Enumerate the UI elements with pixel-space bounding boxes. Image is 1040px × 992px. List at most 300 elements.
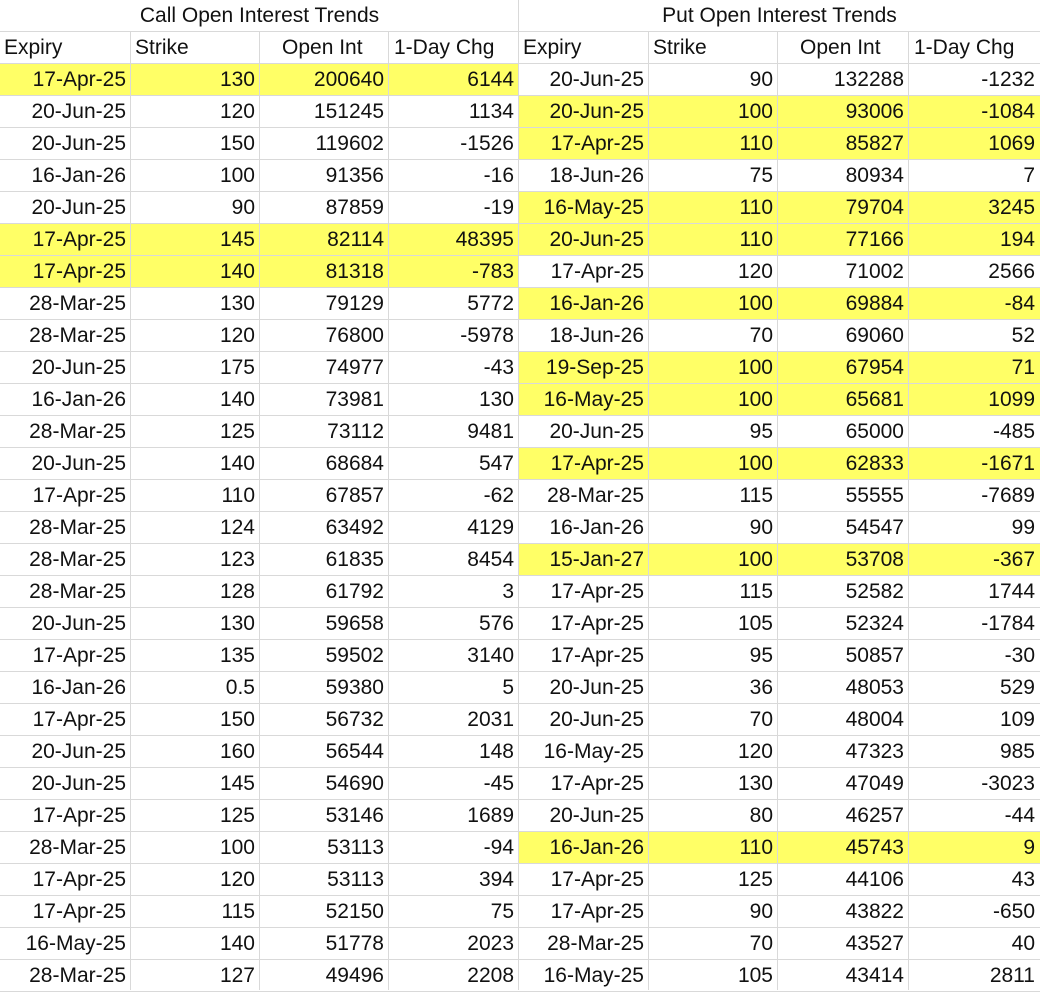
put-day-chg-cell[interactable]: -1232	[981, 68, 1035, 91]
put-expiry-cell[interactable]: 16-May-25	[519, 384, 649, 416]
call-open-int-cell[interactable]: 151245	[313, 100, 384, 123]
call-strike-cell[interactable]: 110	[221, 484, 255, 507]
put-strike-header[interactable]: Strike	[653, 36, 707, 59]
table-row	[0, 864, 1040, 896]
put-open-int-cell[interactable]: 45743	[778, 832, 909, 864]
call-strike-cell[interactable]: 128	[219, 580, 255, 603]
call-open-int-cell[interactable]: 73981	[325, 388, 384, 411]
call-strike-cell[interactable]: 145	[219, 772, 255, 795]
call-open-int-cell[interactable]: 119602	[315, 132, 384, 155]
put-day-chg-cell[interactable]: -1671	[909, 448, 1040, 480]
call-strike-cell[interactable]: 120	[219, 100, 255, 123]
call-strike-cell[interactable]: 140	[219, 932, 255, 955]
put-expiry-cell[interactable]: 20-Jun-25	[549, 804, 644, 827]
put-day-chg-cell[interactable]: 1744	[988, 580, 1035, 603]
call-open-int-cell[interactable]: 81318	[260, 256, 389, 288]
put-open-int-cell[interactable]: 50857	[845, 644, 904, 667]
grid-line-horizontal	[0, 191, 1040, 192]
put-open-int-cell[interactable]: 52324	[845, 612, 904, 635]
call-open-int-cell[interactable]: 76800	[325, 324, 384, 347]
call-strike-cell[interactable]: 150	[219, 708, 255, 731]
grid-line-horizontal	[0, 703, 1040, 704]
call-strike-cell[interactable]: 0.5	[225, 676, 255, 699]
put-open-int-cell[interactable]: 48004	[845, 708, 904, 731]
put-expiry-cell[interactable]: 17-Apr-25	[550, 868, 644, 891]
put-strike-cell[interactable]: 95	[749, 644, 773, 667]
call-day-chg-cell[interactable]: 1689	[467, 804, 514, 827]
call-open-int-cell[interactable]: 61835	[325, 548, 384, 571]
call-day-chg-cell[interactable]: 394	[478, 868, 514, 891]
put-day-chg-cell[interactable]: 40	[1011, 932, 1035, 955]
call-day-chg-cell[interactable]: -19	[483, 196, 514, 219]
call-strike-cell[interactable]: 125	[219, 804, 255, 827]
call-expiry-cell[interactable]: 16-Jan-26	[31, 676, 126, 699]
table-row	[0, 928, 1040, 960]
table-row	[0, 576, 1040, 608]
call-open-int-cell[interactable]: 56544	[325, 740, 384, 763]
call-strike-cell[interactable]: 125	[219, 420, 255, 443]
call-day-chg-cell[interactable]: -94	[483, 836, 514, 859]
call-strike-cell[interactable]: 115	[221, 900, 255, 923]
call-expiry-cell[interactable]: 20-Jun-25	[31, 356, 126, 379]
call-expiry-cell[interactable]: 28-Mar-25	[29, 964, 126, 987]
put-day-chg-cell[interactable]: 985	[999, 740, 1035, 763]
call-day-chg-cell[interactable]: 130	[478, 388, 514, 411]
put-day-chg-cell[interactable]: 7	[1023, 164, 1035, 187]
call-day-chg-cell[interactable]: 576	[478, 612, 514, 635]
call-day-chg-cell[interactable]: -62	[483, 484, 514, 507]
call-strike-cell[interactable]: 123	[219, 548, 255, 571]
call-strike-cell[interactable]: 100	[219, 836, 255, 859]
put-strike-cell[interactable]: 130	[737, 772, 773, 795]
put-strike-cell[interactable]: 95	[749, 420, 773, 443]
put-open-int-cell[interactable]: 65681	[778, 384, 909, 416]
table-row	[0, 640, 1040, 672]
put-day-chg-cell[interactable]: 52	[1011, 324, 1035, 347]
put-expiry-cell[interactable]: 16-May-25	[543, 964, 644, 987]
put-day-chg-cell[interactable]: -3023	[981, 772, 1035, 795]
call-expiry-cell[interactable]: 17-Apr-25	[32, 484, 126, 507]
put-open-int-header[interactable]: Open Int	[800, 36, 881, 59]
call-open-int-cell[interactable]: 200640	[260, 64, 389, 96]
call-expiry-cell[interactable]: 17-Apr-25	[0, 64, 131, 96]
call-open-int-cell[interactable]: 61792	[325, 580, 384, 603]
call-open-int-cell[interactable]: 59380	[325, 676, 384, 699]
put-expiry-header[interactable]: Expiry	[523, 36, 582, 59]
put-expiry-cell[interactable]: 16-Jan-26	[519, 832, 649, 864]
call-expiry-cell[interactable]: 20-Jun-25	[31, 100, 126, 123]
put-expiry-cell[interactable]: 17-Apr-25	[550, 260, 644, 283]
call-day-chg-cell[interactable]: -45	[483, 772, 514, 795]
put-open-int-cell[interactable]: 47323	[845, 740, 904, 763]
put-open-int-cell[interactable]: 79704	[778, 192, 909, 224]
put-expiry-cell[interactable]: 17-Apr-25	[550, 644, 644, 667]
grid-line-horizontal	[0, 95, 1040, 96]
table-row	[0, 256, 1040, 288]
put-strike-cell[interactable]: 105	[737, 964, 773, 987]
put-strike-cell[interactable]: 110	[649, 224, 778, 256]
table-row	[0, 736, 1040, 768]
put-open-int-cell[interactable]: 67954	[778, 352, 909, 384]
grid-line-horizontal	[0, 287, 1040, 288]
call-open-int-cell[interactable]: 91356	[325, 164, 384, 187]
put-day-chg-cell[interactable]: -485	[992, 420, 1035, 443]
call-expiry-cell[interactable]: 20-Jun-25	[31, 196, 126, 219]
call-open-int-header[interactable]: Open Int	[282, 36, 363, 59]
grid-line-vertical	[518, 0, 519, 990]
put-strike-cell[interactable]: 105	[737, 612, 773, 635]
call-strike-cell[interactable]: 145	[131, 224, 260, 256]
call-expiry-cell[interactable]: 20-Jun-25	[31, 452, 126, 475]
call-day-chg-cell[interactable]: -5978	[460, 324, 514, 347]
put-strike-cell[interactable]: 100	[649, 96, 778, 128]
table-row	[0, 832, 1040, 864]
call-strike-header[interactable]: Strike	[135, 36, 189, 59]
put-open-int-cell[interactable]: 132288	[833, 68, 904, 91]
call-strike-cell[interactable]: 140	[219, 388, 255, 411]
put-expiry-cell[interactable]: 17-Apr-25	[519, 128, 649, 160]
put-open-int-cell[interactable]: 71002	[845, 260, 904, 283]
table-row	[0, 160, 1040, 192]
call-strike-cell[interactable]: 130	[131, 64, 260, 96]
grid-line-horizontal	[0, 767, 1040, 768]
put-open-int-cell[interactable]: 69060	[845, 324, 904, 347]
put-open-int-cell[interactable]: 93006	[778, 96, 909, 128]
put-strike-cell[interactable]: 110	[649, 192, 778, 224]
table-row	[0, 480, 1040, 512]
table-row	[0, 768, 1040, 800]
put-day-chg-cell[interactable]: -44	[1004, 804, 1035, 827]
put-strike-cell[interactable]: 110	[649, 128, 778, 160]
call-strike-cell[interactable]: 124	[219, 516, 255, 539]
call-expiry-cell[interactable]: 28-Mar-25	[29, 580, 126, 603]
put-strike-cell[interactable]: 80	[749, 804, 773, 827]
call-expiry-cell[interactable]: 17-Apr-25	[0, 256, 131, 288]
put-strike-cell[interactable]: 36	[749, 676, 773, 699]
call-open-int-cell[interactable]: 54690	[325, 772, 384, 795]
call-day-chg-cell[interactable]: -783	[389, 256, 519, 288]
call-day-chg-cell[interactable]: 9481	[467, 420, 514, 443]
grid-line-horizontal	[0, 895, 1040, 896]
call-expiry-cell[interactable]: 17-Apr-25	[32, 708, 126, 731]
call-expiry-cell[interactable]: 17-Apr-25	[0, 224, 131, 256]
put-strike-cell[interactable]: 100	[649, 352, 778, 384]
put-expiry-cell[interactable]: 17-Apr-25	[550, 772, 644, 795]
put-strike-cell[interactable]: 75	[749, 164, 773, 187]
put-open-int-cell[interactable]: 43414	[845, 964, 904, 987]
call-strike-cell[interactable]: 140	[131, 256, 260, 288]
put-open-int-cell[interactable]: 52582	[845, 580, 904, 603]
put-strike-cell[interactable]: 70	[749, 932, 773, 955]
call-oi-title[interactable]: Call Open Interest Trends	[139, 4, 380, 27]
call-open-int-cell[interactable]: 51778	[325, 932, 384, 955]
call-expiry-cell[interactable]: 20-Jun-25	[31, 612, 126, 635]
put-expiry-cell[interactable]: 20-Jun-25	[519, 224, 649, 256]
put-strike-cell[interactable]: 115	[739, 580, 773, 603]
put-open-int-cell[interactable]: 46257	[845, 804, 904, 827]
grid-line-horizontal	[0, 575, 1040, 576]
put-expiry-cell[interactable]: 19-Sep-25	[519, 352, 649, 384]
put-expiry-cell[interactable]: 20-Jun-25	[519, 96, 649, 128]
call-strike-cell[interactable]: 130	[219, 292, 255, 315]
call-expiry-cell[interactable]: 28-Mar-25	[29, 516, 126, 539]
put-strike-cell[interactable]: 70	[749, 324, 773, 347]
put-strike-cell[interactable]: 100	[649, 384, 778, 416]
put-strike-cell[interactable]: 100	[649, 448, 778, 480]
table-row	[0, 64, 1040, 96]
call-day-chg-cell[interactable]: 547	[478, 452, 514, 475]
put-day-chg-cell[interactable]: 2811	[989, 964, 1035, 987]
put-day-chg-cell[interactable]: -1084	[909, 96, 1040, 128]
title-row	[0, 0, 1040, 32]
grid-line-horizontal	[0, 31, 1040, 32]
call-expiry-cell[interactable]: 17-Apr-25	[32, 644, 126, 667]
put-day-chg-cell[interactable]: -30	[1004, 644, 1035, 667]
put-open-int-cell[interactable]: 43527	[845, 932, 904, 955]
put-expiry-cell[interactable]: 20-Jun-25	[549, 420, 644, 443]
call-open-int-cell[interactable]: 53146	[325, 804, 384, 827]
table-row	[0, 704, 1040, 736]
put-strike-cell[interactable]: 115	[739, 484, 773, 507]
put-day-chg-cell[interactable]: 1099	[909, 384, 1040, 416]
table-row	[0, 384, 1040, 416]
table-row	[0, 896, 1040, 928]
call-day-chg-cell[interactable]: -43	[483, 356, 514, 379]
call-expiry-cell[interactable]: 16-May-25	[25, 932, 126, 955]
call-open-int-cell[interactable]: 59502	[325, 644, 384, 667]
put-open-int-cell[interactable]: 54547	[845, 516, 904, 539]
put-day-chg-cell[interactable]: -367	[909, 544, 1040, 576]
grid-line-horizontal	[0, 415, 1040, 416]
grid-line-horizontal	[0, 159, 1040, 160]
call-open-int-cell[interactable]: 79129	[325, 292, 384, 315]
call-day-chg-header[interactable]: 1-Day Chg	[394, 36, 495, 59]
table-row	[0, 512, 1040, 544]
table-row	[0, 128, 1040, 160]
put-open-int-cell[interactable]: 69884	[778, 288, 909, 320]
put-strike-cell[interactable]: 100	[649, 288, 778, 320]
put-expiry-cell[interactable]: 17-Apr-25	[550, 580, 644, 603]
put-strike-cell[interactable]: 90	[749, 516, 773, 539]
put-expiry-cell[interactable]: 17-Apr-25	[550, 900, 644, 923]
call-day-chg-cell[interactable]: 148	[478, 740, 514, 763]
grid-line-horizontal	[0, 511, 1040, 512]
put-open-int-cell[interactable]: 85827	[778, 128, 909, 160]
call-expiry-cell[interactable]: 16-Jan-26	[31, 164, 126, 187]
call-open-int-cell[interactable]: 49496	[325, 964, 384, 987]
put-open-int-cell[interactable]: 55555	[845, 484, 904, 507]
call-open-int-cell[interactable]: 63492	[325, 516, 384, 539]
put-expiry-cell[interactable]: 20-Jun-25	[549, 708, 644, 731]
call-expiry-header[interactable]: Expiry	[4, 36, 63, 59]
table-row	[0, 960, 1040, 992]
table-row	[0, 416, 1040, 448]
put-strike-cell[interactable]: 100	[649, 544, 778, 576]
put-day-chg-cell[interactable]: 109	[999, 708, 1035, 731]
put-day-chg-cell[interactable]: -1784	[981, 612, 1035, 635]
call-open-int-cell[interactable]: 53113	[327, 836, 384, 859]
grid-line-horizontal	[0, 543, 1040, 544]
table-row	[0, 352, 1040, 384]
call-day-chg-cell[interactable]: 4129	[467, 516, 514, 539]
put-day-chg-header[interactable]: 1-Day Chg	[914, 36, 1015, 59]
put-strike-cell[interactable]: 90	[749, 68, 773, 91]
call-strike-cell[interactable]: 160	[219, 740, 255, 763]
put-day-chg-cell[interactable]: 194	[909, 224, 1040, 256]
call-expiry-cell[interactable]: 28-Mar-25	[29, 420, 126, 443]
table-row	[0, 672, 1040, 704]
put-day-chg-cell[interactable]: -84	[909, 288, 1040, 320]
put-day-chg-cell[interactable]: 3245	[909, 192, 1040, 224]
call-open-int-cell[interactable]: 56732	[325, 708, 384, 731]
put-open-int-cell[interactable]: 44106	[845, 868, 904, 891]
grid-line-horizontal	[0, 863, 1040, 864]
call-day-chg-cell[interactable]: 5772	[467, 292, 514, 315]
call-expiry-cell[interactable]: 28-Mar-25	[29, 292, 126, 315]
call-day-chg-cell[interactable]: 1134	[468, 100, 514, 123]
call-expiry-cell[interactable]: 17-Apr-25	[32, 804, 126, 827]
call-expiry-cell[interactable]: 20-Jun-25	[31, 132, 126, 155]
call-day-chg-cell[interactable]: 2208	[467, 964, 514, 987]
table-row	[0, 96, 1040, 128]
call-open-int-cell[interactable]: 68684	[325, 452, 384, 475]
call-strike-cell[interactable]: 135	[219, 644, 255, 667]
put-open-int-cell[interactable]: 62833	[778, 448, 909, 480]
put-open-int-cell[interactable]: 77166	[778, 224, 909, 256]
put-day-chg-cell[interactable]: 99	[1011, 516, 1035, 539]
grid-line-horizontal	[0, 127, 1040, 128]
header-row	[0, 32, 1040, 64]
put-expiry-cell[interactable]: 16-Jan-26	[519, 288, 649, 320]
call-day-chg-cell[interactable]: 75	[490, 900, 514, 923]
call-day-chg-cell[interactable]: 3	[502, 580, 514, 603]
put-expiry-cell[interactable]: 18-Jun-26	[549, 324, 644, 347]
call-expiry-cell[interactable]: 17-Apr-25	[32, 900, 126, 923]
put-expiry-cell[interactable]: 15-Jan-27	[519, 544, 649, 576]
call-day-chg-cell[interactable]: 2031	[467, 708, 514, 731]
table-row	[0, 544, 1040, 576]
put-open-int-cell[interactable]: 80934	[845, 164, 904, 187]
table-row	[0, 192, 1040, 224]
grid-line-horizontal	[0, 799, 1040, 800]
grid-line-horizontal	[0, 639, 1040, 640]
put-day-chg-cell[interactable]: 71	[909, 352, 1040, 384]
call-open-int-cell[interactable]: 59658	[325, 612, 384, 635]
put-day-chg-cell[interactable]: 529	[999, 676, 1035, 699]
put-expiry-cell[interactable]: 20-Jun-25	[549, 676, 644, 699]
call-strike-cell[interactable]: 120	[219, 868, 255, 891]
call-open-int-cell[interactable]: 53113	[327, 868, 384, 891]
call-strike-cell[interactable]: 140	[219, 452, 255, 475]
grid-line-horizontal	[0, 831, 1040, 832]
put-open-int-cell[interactable]: 53708	[778, 544, 909, 576]
call-expiry-cell[interactable]: 28-Mar-25	[29, 324, 126, 347]
put-strike-cell[interactable]: 125	[737, 868, 773, 891]
put-expiry-cell[interactable]: 18-Jun-26	[549, 164, 644, 187]
call-day-chg-cell[interactable]: -1526	[460, 132, 514, 155]
call-open-int-cell[interactable]: 73112	[327, 420, 384, 443]
put-expiry-cell[interactable]: 20-Jun-25	[549, 68, 644, 91]
call-expiry-cell[interactable]: 20-Jun-25	[31, 772, 126, 795]
put-day-chg-cell[interactable]: -650	[992, 900, 1035, 923]
grid-line-horizontal	[0, 63, 1040, 64]
call-day-chg-cell[interactable]: 3140	[467, 644, 514, 667]
call-strike-cell[interactable]: 175	[219, 356, 255, 379]
put-expiry-cell[interactable]: 16-May-25	[543, 740, 644, 763]
put-expiry-cell[interactable]: 16-May-25	[519, 192, 649, 224]
put-expiry-cell[interactable]: 16-Jan-26	[549, 516, 644, 539]
call-open-int-cell[interactable]: 52150	[325, 900, 384, 923]
table-row	[0, 800, 1040, 832]
table-row	[0, 224, 1040, 256]
call-day-chg-cell[interactable]: 8454	[467, 548, 514, 571]
put-expiry-cell[interactable]: 28-Mar-25	[547, 932, 644, 955]
call-strike-cell[interactable]: 130	[219, 612, 255, 635]
put-strike-cell[interactable]: 110	[649, 832, 778, 864]
call-day-chg-cell[interactable]: 48395	[389, 224, 519, 256]
call-day-chg-cell[interactable]: -16	[483, 164, 514, 187]
table-row	[0, 608, 1040, 640]
put-open-int-cell[interactable]: 43822	[845, 900, 904, 923]
call-expiry-cell[interactable]: 17-Apr-25	[32, 868, 126, 891]
grid-line-horizontal	[0, 223, 1040, 224]
call-strike-cell[interactable]: 150	[219, 132, 255, 155]
grid-line-horizontal	[0, 927, 1040, 928]
call-strike-cell[interactable]: 90	[231, 196, 255, 219]
call-day-chg-cell[interactable]: 5	[502, 676, 514, 699]
grid-line-horizontal	[0, 607, 1040, 608]
grid-line-horizontal	[0, 959, 1040, 960]
call-expiry-cell[interactable]: 16-Jan-26	[31, 388, 126, 411]
put-day-chg-cell[interactable]: -7689	[981, 484, 1035, 507]
put-oi-title[interactable]: Put Open Interest Trends	[662, 4, 897, 27]
call-open-int-cell[interactable]: 74977	[325, 356, 384, 379]
call-expiry-cell[interactable]: 20-Jun-25	[31, 740, 126, 763]
grid-line-horizontal	[0, 671, 1040, 672]
put-open-int-cell[interactable]: 48053	[845, 676, 904, 699]
put-day-chg-cell[interactable]: 2566	[988, 260, 1035, 283]
grid-line-horizontal	[0, 383, 1040, 384]
call-open-int-cell[interactable]: 82114	[260, 224, 389, 256]
put-day-chg-cell[interactable]: 43	[1011, 868, 1035, 891]
put-expiry-cell[interactable]: 17-Apr-25	[550, 612, 644, 635]
call-open-int-cell[interactable]: 87859	[325, 196, 384, 219]
call-open-int-cell[interactable]: 67857	[325, 484, 384, 507]
put-open-int-cell[interactable]: 65000	[845, 420, 904, 443]
call-strike-cell[interactable]: 127	[219, 964, 255, 987]
put-strike-cell[interactable]: 70	[749, 708, 773, 731]
put-day-chg-cell[interactable]: 9	[909, 832, 1040, 864]
put-expiry-cell[interactable]: 17-Apr-25	[519, 448, 649, 480]
put-expiry-cell[interactable]: 28-Mar-25	[547, 484, 644, 507]
call-expiry-cell[interactable]: 28-Mar-25	[29, 836, 126, 859]
grid-line-horizontal	[0, 351, 1040, 352]
table-row	[0, 320, 1040, 352]
put-strike-cell[interactable]: 120	[737, 260, 773, 283]
call-day-chg-cell[interactable]: 2023	[467, 932, 514, 955]
call-strike-cell[interactable]: 100	[219, 164, 255, 187]
put-strike-cell[interactable]: 120	[737, 740, 773, 763]
put-day-chg-cell[interactable]: 1069	[909, 128, 1040, 160]
call-strike-cell[interactable]: 120	[219, 324, 255, 347]
put-open-int-cell[interactable]: 47049	[845, 772, 904, 795]
table-row	[0, 448, 1040, 480]
call-expiry-cell[interactable]: 28-Mar-25	[29, 548, 126, 571]
grid-line-horizontal	[0, 447, 1040, 448]
put-strike-cell[interactable]: 90	[749, 900, 773, 923]
call-day-chg-cell[interactable]: 6144	[389, 64, 519, 96]
table-row	[0, 288, 1040, 320]
